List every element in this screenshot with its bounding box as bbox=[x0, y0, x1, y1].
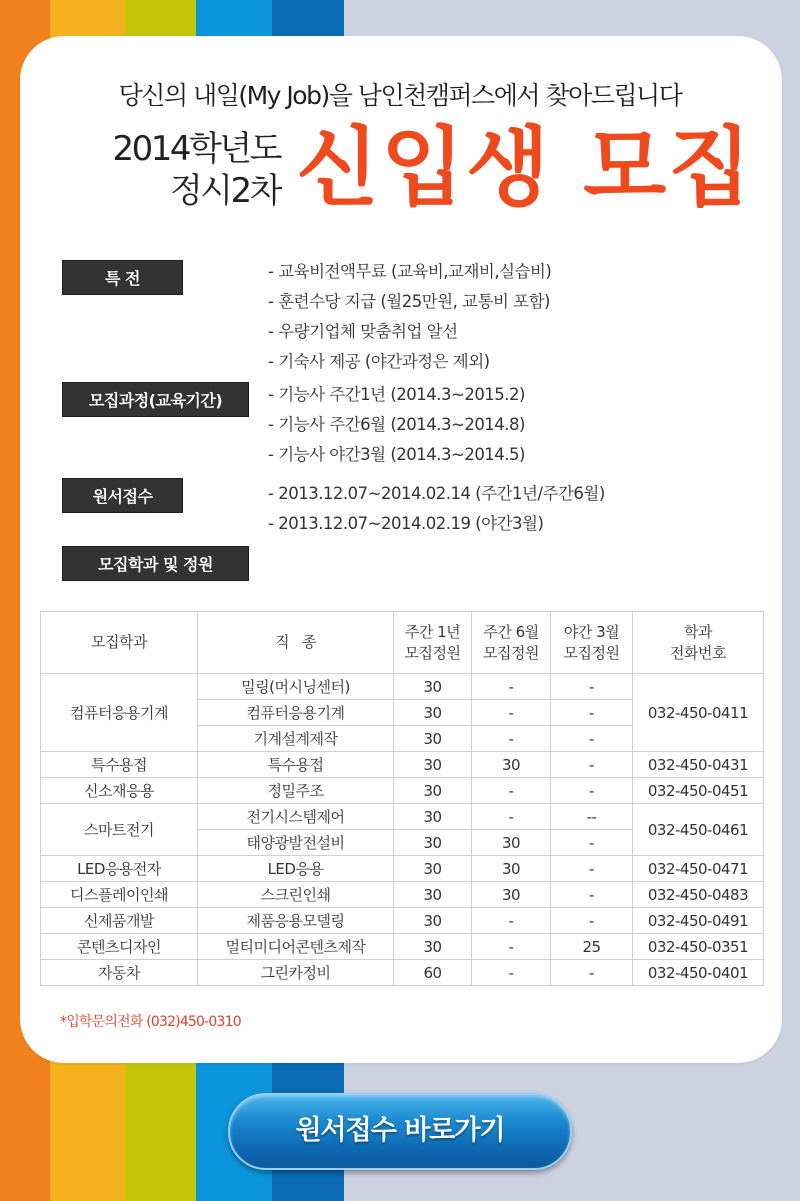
cell-job: 제품응용모델링 bbox=[198, 908, 394, 934]
table-row bbox=[41, 960, 764, 986]
table-row bbox=[41, 674, 764, 700]
cell-job: 정밀주조 bbox=[198, 778, 394, 804]
header-department: 모집학과 bbox=[41, 612, 198, 674]
application-list bbox=[268, 479, 605, 539]
cell-night3m: - bbox=[551, 960, 633, 986]
cell-job: 멀티미디어콘텐츠제작 bbox=[198, 934, 394, 960]
cell-day1y: 60 bbox=[394, 960, 472, 986]
cell-phone: 032-450-0491 bbox=[633, 908, 764, 934]
cell-department: 신제품개발 bbox=[41, 908, 198, 934]
cell-day1y: 30 bbox=[394, 700, 472, 726]
cell-day6m: - bbox=[472, 804, 551, 830]
cell-day6m: - bbox=[472, 726, 551, 752]
cell-day6m: 30 bbox=[472, 752, 551, 778]
cell-night3m: - bbox=[551, 830, 633, 856]
cell-night3m: - bbox=[551, 674, 633, 700]
header-phone: 학과 전화번호 bbox=[633, 612, 764, 674]
cell-day1y: 30 bbox=[394, 830, 472, 856]
cell-phone: 032-450-0471 bbox=[633, 856, 764, 882]
cell-job: 태양광발전설비 bbox=[198, 830, 394, 856]
cell-day6m: 30 bbox=[472, 856, 551, 882]
cell-job: 밀링(머시닝센터) bbox=[198, 674, 394, 700]
cell-job: 특수용접 bbox=[198, 752, 394, 778]
year-label: 2014학년도 bbox=[112, 129, 280, 169]
cell-night3m: - bbox=[551, 908, 633, 934]
tagline: 당신의 내일(My Job)을 남인천캠퍼스에서 찾아드립니다 bbox=[118, 81, 682, 110]
cell-job: 컴퓨터응용기계 bbox=[198, 700, 394, 726]
page-title: 신입생 모집 bbox=[296, 118, 754, 218]
cell-job: 전기시스템제어 bbox=[198, 804, 394, 830]
cell-night3m: -- bbox=[551, 804, 633, 830]
cell-day6m: - bbox=[472, 778, 551, 804]
cell-department: 디스플레이인쇄 bbox=[41, 882, 198, 908]
cell-job: 기계설계제작 bbox=[198, 726, 394, 752]
table-row bbox=[41, 934, 764, 960]
cell-day1y: 30 bbox=[394, 908, 472, 934]
admission-inquiry-phone: *입학문의전화 (032)450-0310 bbox=[60, 1014, 241, 1030]
cell-day1y: 30 bbox=[394, 882, 472, 908]
table-row bbox=[41, 804, 764, 830]
cell-phone: 032-450-0451 bbox=[633, 778, 764, 804]
cell-day6m: - bbox=[472, 674, 551, 700]
cell-phone: 032-450-0351 bbox=[633, 934, 764, 960]
cell-night3m: - bbox=[551, 700, 633, 726]
cell-day1y: 30 bbox=[394, 856, 472, 882]
cell-phone: 032-450-0431 bbox=[633, 752, 764, 778]
cell-job: LED응용 bbox=[198, 856, 394, 882]
cell-phone: 032-450-0401 bbox=[633, 960, 764, 986]
benefit-item: - 우량기업체 맞춤취업 알선 bbox=[268, 322, 458, 341]
cell-department: 컴퓨터응용기계 bbox=[41, 674, 198, 752]
application-item: - 2013.12.07~2014.02.14 (주간1년/주간6월) bbox=[268, 484, 605, 503]
table-row bbox=[41, 856, 764, 882]
table-row bbox=[41, 752, 764, 778]
cell-phone: 032-450-0461 bbox=[633, 804, 764, 856]
cell-night3m: - bbox=[551, 856, 633, 882]
cell-day1y: 30 bbox=[394, 726, 472, 752]
cell-department: 스마트전기 bbox=[41, 804, 198, 856]
cell-day1y: 30 bbox=[394, 752, 472, 778]
cell-day6m: - bbox=[472, 700, 551, 726]
round-label: 정시2차 bbox=[169, 171, 280, 211]
course-item: - 기능사 주간6월 (2014.3~2014.8) bbox=[268, 415, 525, 434]
year-block bbox=[112, 128, 280, 212]
cell-department: 콘텐츠디자인 bbox=[41, 934, 198, 960]
course-item: - 기능사 야간3월 (2014.3~2014.5) bbox=[268, 445, 525, 464]
benefits-list bbox=[268, 257, 551, 377]
cell-job: 스크린인쇄 bbox=[198, 882, 394, 908]
cell-department: 신소재응용 bbox=[41, 778, 198, 804]
header-day1y: 주간 1년 모집정원 bbox=[394, 612, 472, 674]
table-row bbox=[41, 778, 764, 804]
cell-night3m: - bbox=[551, 882, 633, 908]
cell-day1y: 30 bbox=[394, 804, 472, 830]
table-header-row bbox=[41, 612, 764, 674]
cell-day6m: - bbox=[472, 960, 551, 986]
header-job: 직 종 bbox=[198, 612, 394, 674]
benefit-item: - 기숙사 제공 (야간과정은 제외) bbox=[268, 352, 490, 371]
table-row bbox=[41, 882, 764, 908]
course-item: - 기능사 주간1년 (2014.3~2015.2) bbox=[268, 385, 525, 404]
cell-job: 그린카정비 bbox=[198, 960, 394, 986]
cell-day6m: - bbox=[472, 934, 551, 960]
departments-label: 모집학과 및 정원 bbox=[62, 546, 249, 581]
cell-day6m: - bbox=[472, 908, 551, 934]
cell-day6m: 30 bbox=[472, 882, 551, 908]
cell-department: 특수용접 bbox=[41, 752, 198, 778]
cell-night3m: - bbox=[551, 726, 633, 752]
benefit-item: - 훈련수당 지급 (월25만원, 교통비 포함) bbox=[268, 292, 550, 311]
quota-table bbox=[40, 611, 764, 986]
courses-label: 모집과정(교육기간) bbox=[62, 382, 249, 417]
apply-now-button[interactable]: 원서접수 바로가기 bbox=[228, 1093, 572, 1170]
cell-night3m: 25 bbox=[551, 934, 633, 960]
table-row bbox=[41, 908, 764, 934]
cell-department: LED응용전자 bbox=[41, 856, 198, 882]
application-label: 원서접수 bbox=[62, 478, 183, 513]
application-item: - 2013.12.07~2014.02.19 (야간3월) bbox=[268, 514, 544, 533]
benefits-label: 특 전 bbox=[62, 260, 183, 295]
cell-day6m: 30 bbox=[472, 830, 551, 856]
cell-day1y: 30 bbox=[394, 934, 472, 960]
header-night3m: 야간 3월 모집정원 bbox=[551, 612, 633, 674]
cell-department: 자동차 bbox=[41, 960, 198, 986]
header-day6m: 주간 6월 모집정원 bbox=[472, 612, 551, 674]
cell-night3m: - bbox=[551, 752, 633, 778]
cell-phone: 032-450-0411 bbox=[633, 674, 764, 752]
courses-list bbox=[268, 380, 525, 470]
cell-phone: 032-450-0483 bbox=[633, 882, 764, 908]
cell-night3m: - bbox=[551, 778, 633, 804]
benefit-item: - 교육비전액무료 (교육비,교재비,실습비) bbox=[268, 262, 552, 281]
cell-day1y: 30 bbox=[394, 778, 472, 804]
cell-day1y: 30 bbox=[394, 674, 472, 700]
